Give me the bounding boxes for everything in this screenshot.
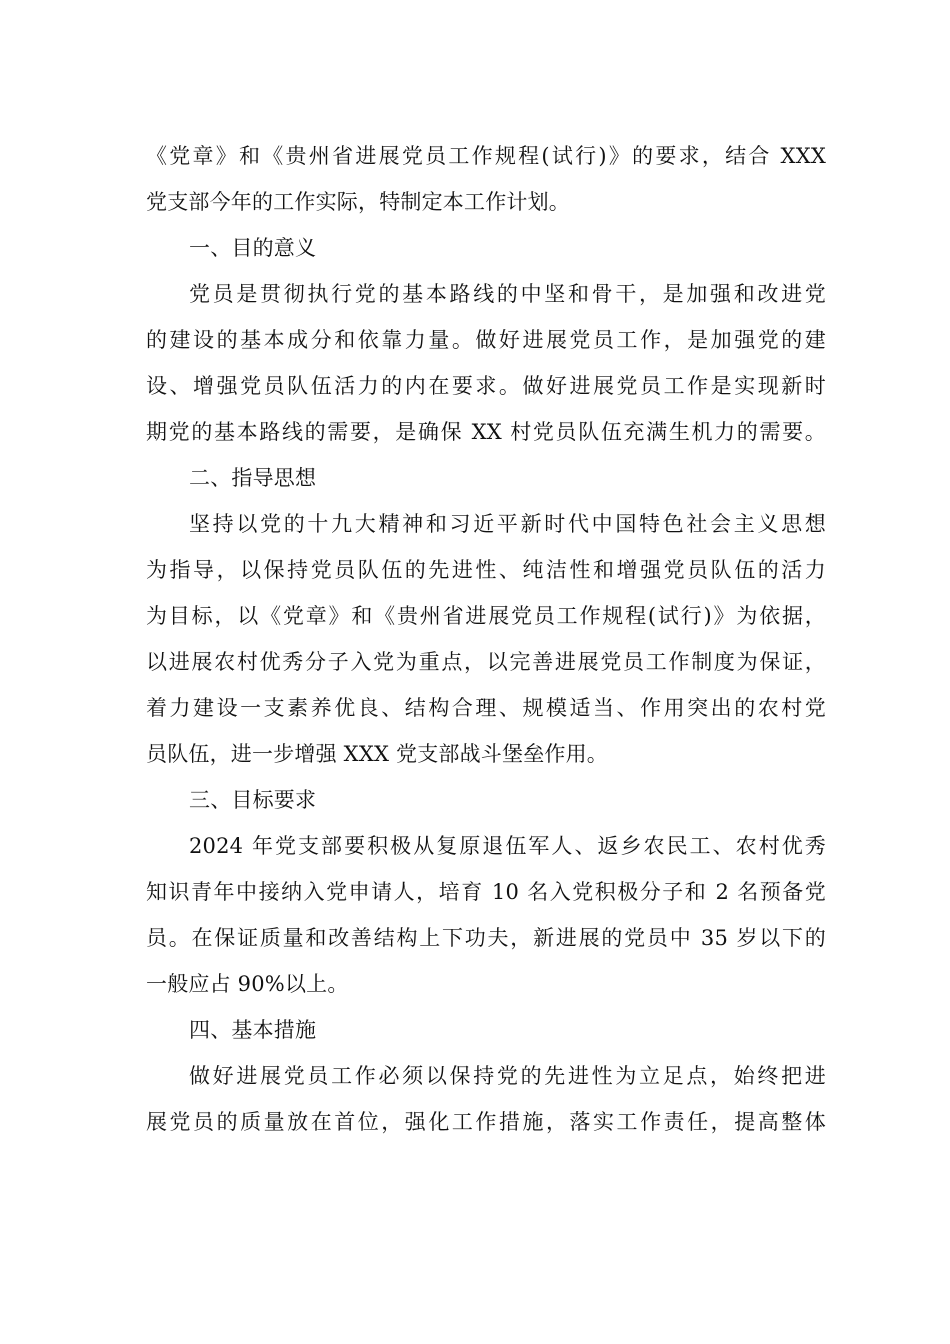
section-heading-measures: 四、基本措施 <box>189 1018 317 1042</box>
text-line: 的建设的基本成分和依靠力量。做好进展党员工作，是加强党的建 <box>146 328 826 352</box>
section-heading-goals: 三、目标要求 <box>189 788 317 812</box>
text-line: 员队伍，进一步增强 XXX 党支部战斗堡垒作用。 <box>146 742 608 766</box>
text-line: 做好进展党员工作必须以保持党的先进性为立足点，始终把进 <box>189 1064 826 1088</box>
text-line: 为目标，以《党章》和《贵州省进展党员工作规程(试行)》为依据， <box>146 604 826 628</box>
text-line: 党员是贯彻执行党的基本路线的中坚和骨干，是加强和改进党 <box>189 282 826 306</box>
section-heading-purpose: 一、目的意义 <box>189 236 317 260</box>
text-line: 以进展农村优秀分子入党为重点，以完善进展党员工作制度为保证， <box>146 650 826 674</box>
text-line: 员。在保证质量和改善结构上下功夫，新进展的党员中 35 岁以下的 <box>146 926 826 950</box>
text-line: 展党员的质量放在首位，强化工作措施，落实工作责任，提高整体 <box>146 1110 826 1134</box>
text-line: 期党的基本路线的需要，是确保 XX 村党员队伍充满生机力的需要。 <box>146 420 826 444</box>
text-line: 设、增强党员队伍活力的内在要求。做好进展党员工作是实现新时 <box>146 374 826 398</box>
document-body <box>146 133 826 1145</box>
text-line: 知识青年中接纳入党申请人，培育 10 名入党积极分子和 2 名预备党 <box>146 880 826 904</box>
section-heading-guiding-thought: 二、指导思想 <box>189 466 317 490</box>
text-line: 着力建设一支素养优良、结构合理、规模适当、作用突出的农村党 <box>146 696 826 720</box>
text-line: 坚持以党的十九大精神和习近平新时代中国特色社会主义思想 <box>189 512 826 536</box>
text-line: 《党章》和《贵州省进展党员工作规程(试行)》的要求，结合 XXX <box>146 144 826 168</box>
text-line: 为指导，以保持党员队伍的先进性、纯洁性和增强党员队伍的活力 <box>146 558 826 582</box>
text-line: 一般应占 90%以上。 <box>146 972 349 996</box>
text-line: 2024 年党支部要积极从复原退伍军人、返乡农民工、农村优秀 <box>189 834 826 858</box>
text-line: 党支部今年的工作实际，特制定本工作计划。 <box>146 190 570 214</box>
